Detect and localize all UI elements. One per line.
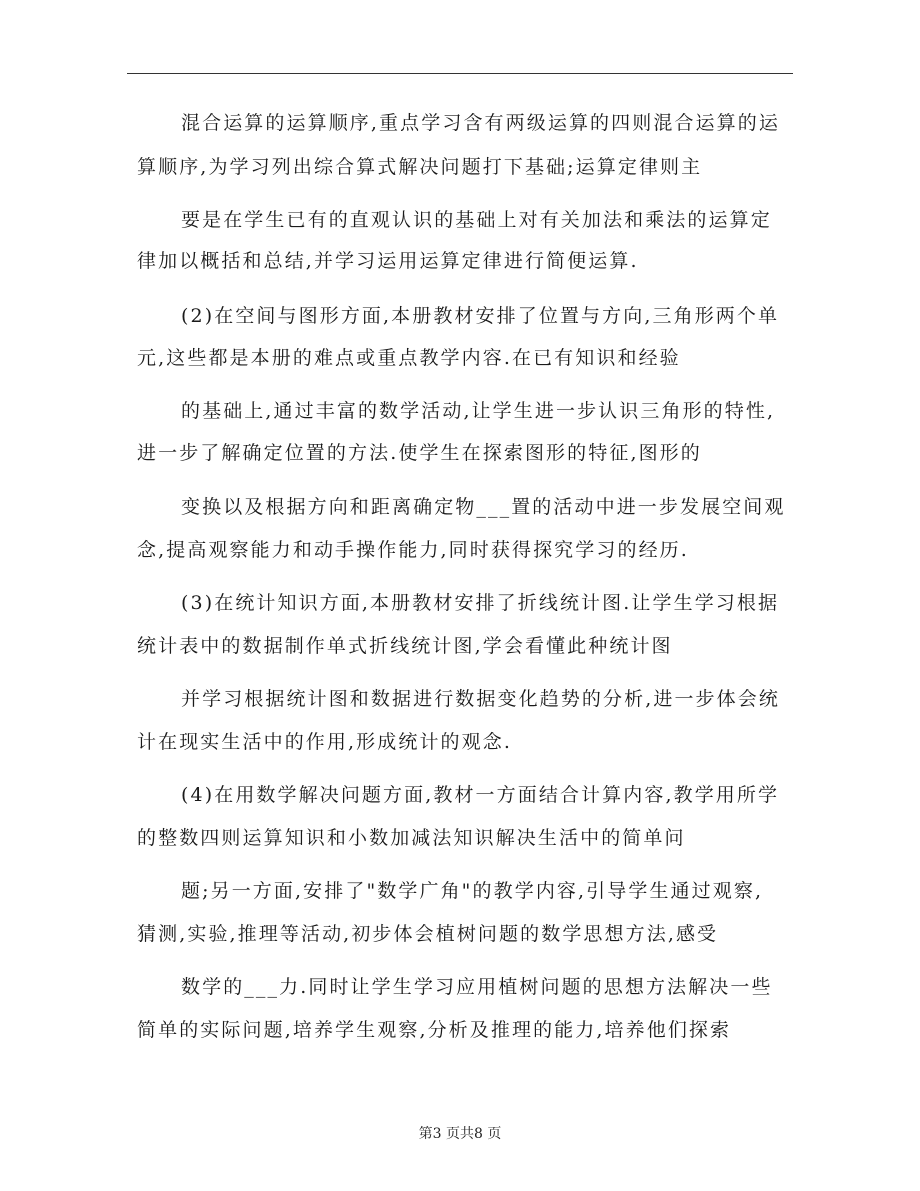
text-line: 的基础上,通过丰富的数学活动,让学生进一步认识三角形的特性, <box>181 400 776 422</box>
text-line: (4)在用数学解决问题方面,教材一方面结合计算内容,教学用所学 <box>181 784 780 806</box>
text-line: 算顺序,为学习列出综合算式解决问题打下基础;运算定律则主 <box>137 156 703 178</box>
text-line: 简单的实际问题,培养学生观察,分析及推理的能力,培养他们探索 <box>137 1019 732 1041</box>
text-line: 进一步了解确定位置的方法.使学生在探索图形的特征,图形的 <box>137 442 702 464</box>
text-line: 数学的___力.同时让学生学习应用植树问题的思想方法解决一些 <box>181 976 773 998</box>
text-line: 混合运算的运算顺序,重点学习含有两级运算的四则混合运算的运 <box>181 112 780 134</box>
text-line: 计在现实生活中的作用,形成统计的观念. <box>137 731 512 753</box>
text-line: 律加以概括和总结,并学习运用运算定律进行简便运算. <box>137 250 639 272</box>
text-line: 要是在学生已有的直观认识的基础上对有关加法和乘法的运算定 <box>181 209 772 231</box>
page-number: 第3 页共8 页 <box>418 1126 502 1142</box>
text-line: 题;另一方面,安排了"数学广角"的教学内容,引导学生通过观察, <box>181 880 764 902</box>
text-line: 猜测,实验,推理等活动,初步体会植树问题的数学思想方法,感受 <box>137 923 719 945</box>
text-line: 的整数四则运算知识和小数加减法知识解决生活中的简单问 <box>137 827 686 849</box>
text-line: 统计表中的数据制作单式折线统计图,学会看懂此种统计图 <box>137 635 673 657</box>
text-line: (2)在空间与图形方面,本册教材安排了位置与方向,三角形两个单 <box>181 305 780 327</box>
text-line: 念,提高观察能力和动手操作能力,同时获得探究学习的经历. <box>137 539 689 561</box>
text-line: 变换以及根据方向和距离确定物___置的活动中进一步发展空间观 <box>181 496 786 518</box>
text-line: 并学习根据统计图和数据进行数据变化趋势的分析,进一步体会统 <box>181 688 780 710</box>
text-line: 元,这些都是本册的难点或重点教学内容.在已有知识和经验 <box>137 347 681 369</box>
text-line: (3)在统计知识方面,本册教材安排了折线统计图.让学生学习根据 <box>181 592 780 614</box>
